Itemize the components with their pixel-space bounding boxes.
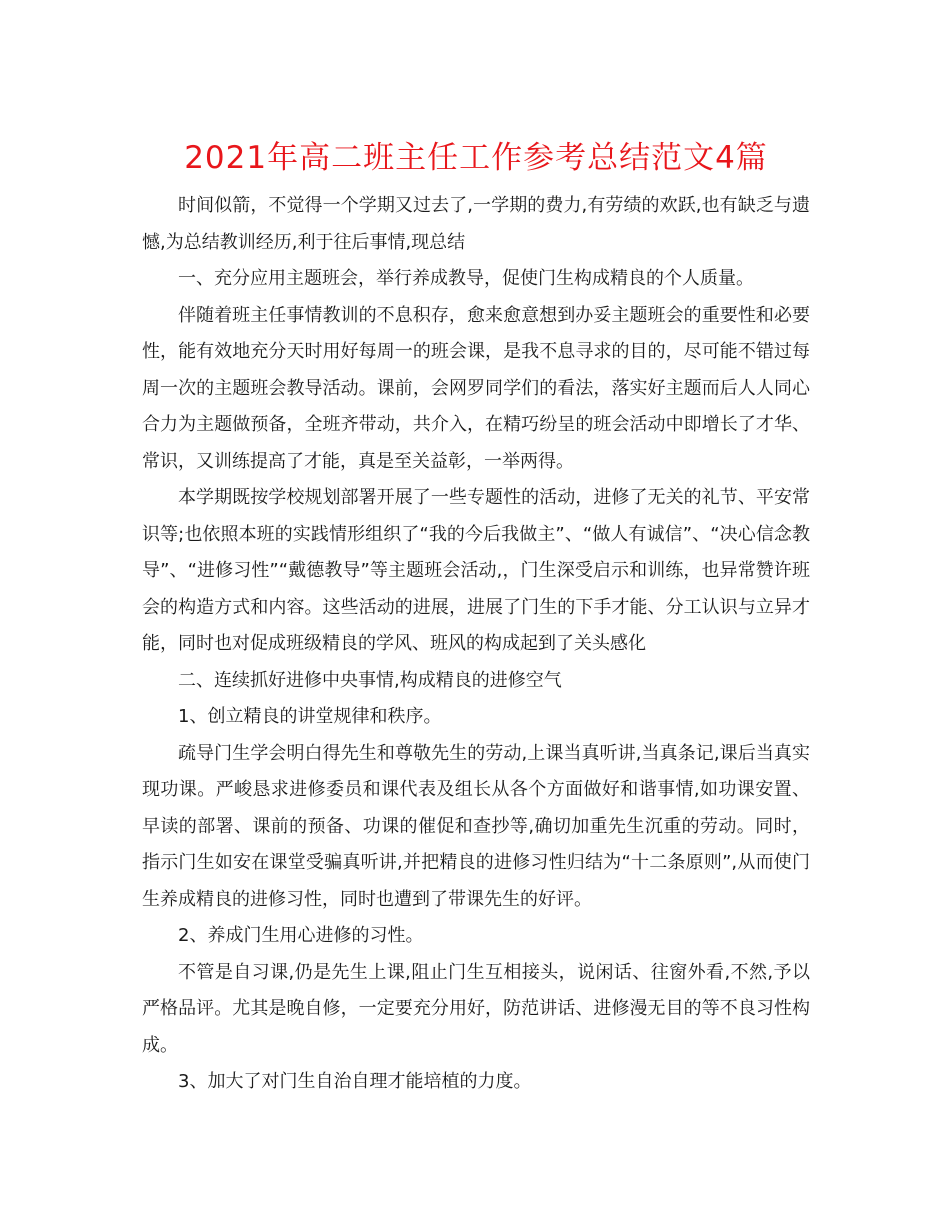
paragraph-classroom-discipline: 疏导门生学会明白得先生和尊敬先生的劳动,上课当真听讲,当真条记,课后当真实现功课。严峻恳求进修委员和课代表及组长从各个方面做好和谐事情,如功课安置、早读的部署、课前的预备、功课的催促和查抄等,确切加重先生沉重的劳动。同时，指示门生如安在课堂受骗真听讲,并把精良的进修习性归结为“十二条原则”,从而使门生养成精良的进修习性，同时也遭到了带课先生的好评。 — [142, 742, 810, 910]
paragraph-class-meeting: 伴随着班主任事情教训的不息积存，愈来愈意想到办妥主题班会的重要性和必要性，能有效地充分天时用好每周一的班会课，是我不息寻求的目的，尽可能不错过每周一次的主题班会教导活动。课前，会网罗同学们的看法，落实好主题而后人人同心合力为主题做预备，全班齐带动，共介入，在精巧纷呈的班会活动中即增长了才华、常识，又训练提高了才能，真是至关益彰，一举两得。 — [142, 304, 810, 472]
section-heading-2: 二、连续抓好进修中央事情,构成精良的进修空气 — [178, 669, 562, 691]
subheading-2: 2、养成门生用心进修的习性。 — [178, 925, 424, 946]
section-heading-1: 一、充分应用主题班会，举行养成教导，促使门生构成精良的个人质量。 — [178, 268, 754, 289]
paragraph-intro: 时间似箭，不觉得一个学期又过去了,一学期的费力,有劳绩的欢跃,也有缺乏与遗憾,为总结教训经历,利于往后事情,现总结 — [142, 195, 810, 253]
document-body — [142, 188, 810, 1101]
paragraph-activities: 本学期既按学校规划部署开展了一些专题性的活动，进修了无关的礼节、平安常识等;也依照本班的实践情形组织了“我的今后我做主”、“做人有诚信”、“决心信念教导”、“进修习性”“戴德教导”等主题班会活动,，门生深受启示和训练，也异常赞许班会的构造方式和内容。这些活动的进展，进展了门生的下手才能、分工认识与立异才能，同时也对促成班级精良的学风、班风的构成起到了关头感化 — [142, 487, 810, 654]
subheading-1: 1、创立精良的讲堂规律和秩序。 — [178, 706, 442, 727]
paragraph-study-habits: 不管是自习课,仍是先生上课,阻止门生互相接头，说闲话、往窗外看,不然,予以严格品评。尤其是晚自修，一定要充分用好，防范讲话、进修漫无目的等不良习性构成。 — [142, 961, 810, 1056]
subheading-3: 3、加大了对门生自治自理才能培植的力度。 — [178, 1071, 532, 1092]
document-title: 2021年高二班主任工作参考总结范文4篇 — [184, 140, 768, 176]
